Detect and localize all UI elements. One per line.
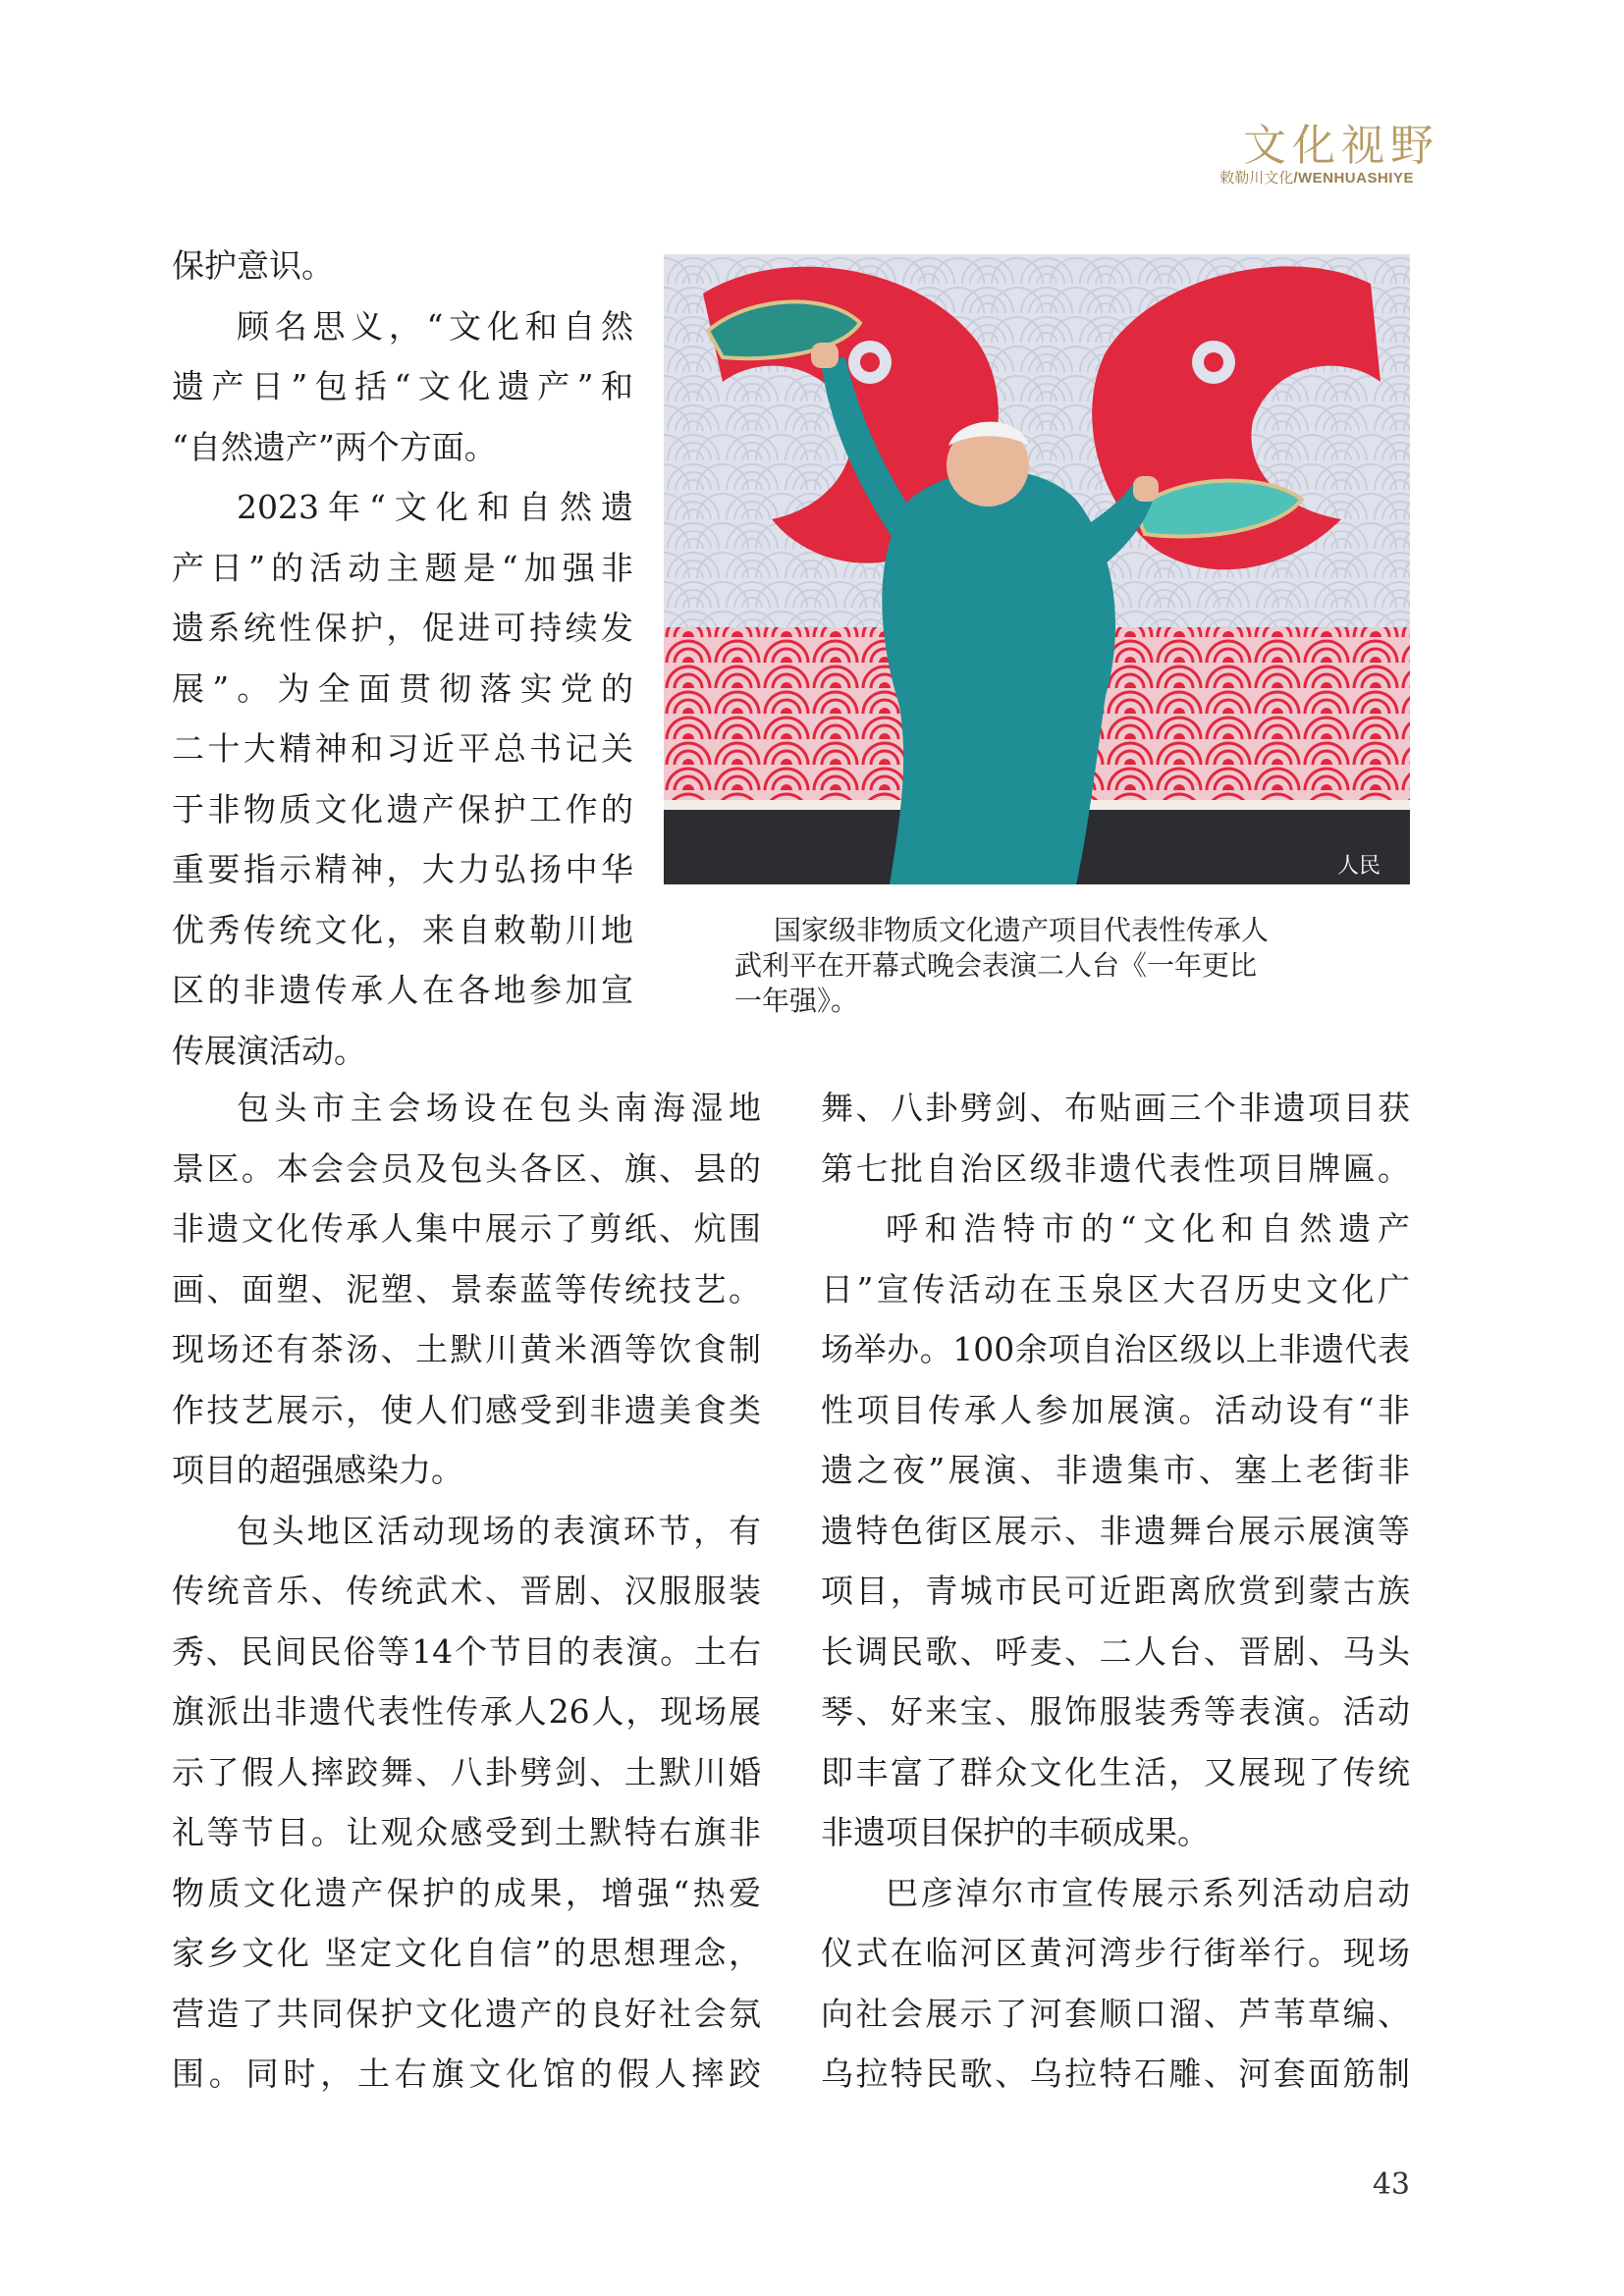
text-line: 日”宣传活动在玉泉区大召历史文化广 (821, 1269, 1410, 1308)
page-number: 43 (1372, 2167, 1410, 2202)
text-line: 保护意识。 (172, 246, 334, 285)
text-line: 现场还有茶汤、土默川黄米酒等饮食制 (172, 1330, 761, 1368)
subtitle-cn: 敕勒川文化 (1219, 169, 1294, 187)
text-line: 遗产日”包括“文化遗产”和 (172, 367, 633, 405)
caption-line: 国家级非物质文化遗产项目代表性传承人 (774, 914, 1270, 946)
text-line: 仪式在临河区黄河湾步行街举行。现场 (821, 1934, 1410, 1972)
text-line: 传展演活动。 (172, 1031, 366, 1070)
section-subtitle (1219, 167, 1414, 187)
text-line: 画、面塑、泥塑、景泰蓝等传统技艺。 (172, 1269, 761, 1308)
text-line: 营造了共同保护文化遗产的良好社会氛 (172, 1994, 761, 2033)
text-line: 遗之夜”展演、非遗集市、塞上老街非 (821, 1451, 1410, 1489)
text-line: 重要指示精神，大力弘扬中华 (172, 850, 633, 888)
text-line: 项目的超强感染力。 (172, 1451, 463, 1489)
text-line: 示了假人摔跤舞、八卦劈剑、土默川婚 (172, 1752, 761, 1791)
performance-photo (664, 254, 1410, 884)
text-line: 物质文化遗产保护的成果，增强“热爱 (172, 1873, 761, 1912)
text-line: 秀、民间民俗等14个节目的表演。土右 (172, 1631, 761, 1671)
text-line: 2023年“文化和自然遗 (237, 488, 633, 526)
text-line: 遗系统性保护，促进可持续发 (172, 609, 633, 647)
text-line: 于非物质文化遗产保护工作的 (172, 789, 633, 828)
photo-watermark: 人民 (1336, 854, 1380, 879)
text-line: 包头地区活动现场的表演环节，有 (237, 1511, 761, 1550)
text-line: 琴、好来宝、服饰服装秀等表演。活动 (821, 1692, 1410, 1731)
text-line: 遗特色街区展示、非遗舞台展示展演等 (821, 1511, 1410, 1550)
text-line: 礼等节目。让观众感受到土默特右旗非 (172, 1813, 761, 1851)
text-line: 优秀传统文化，来自敕勒川地 (172, 910, 633, 949)
text-line: 第七批自治区级非遗代表性项目牌匾。 (821, 1148, 1410, 1188)
text-line: 传统音乐、传统武术、晋剧、汉服服装 (172, 1572, 761, 1610)
text-line: 包头市主会场设在包头南海湿地 (237, 1089, 761, 1127)
text-line: 家乡文化 坚定文化自信”的思想理念， (172, 1934, 761, 1972)
text-line: 向社会展示了河套顺口溜、芦苇草编、 (821, 1994, 1410, 2033)
intro-column (172, 236, 633, 1081)
section-title: 文化视野 (1243, 121, 1439, 171)
caption-line: 一年强》。 (734, 985, 859, 1017)
text-line: 即丰富了群众文化生活，又展现了传统 (821, 1752, 1410, 1791)
right-column (821, 1078, 1410, 2105)
text-line: 舞、八卦劈剑、布贴画三个非遗项目获 (821, 1089, 1410, 1127)
text-line: 旗派出非遗代表性传承人26人，现场展 (172, 1692, 761, 1731)
subtitle-en: /WENHUASHIYE (1293, 170, 1414, 187)
text-line: 项目，青城市民可近距离欣赏到蒙古族 (821, 1572, 1410, 1610)
text-line: 景区。本会会员及包头各区、旗、县的 (172, 1148, 761, 1188)
text-line: 展”。为全面贯彻落实党的 (172, 668, 633, 708)
caption-line: 武利平在开幕式晚会表演二人台《一年更比 (734, 949, 1258, 982)
text-line: 场举办。100余项自治区级以上非遗代表 (821, 1330, 1410, 1368)
text-line: 呼和浩特市的“文化和自然遗产 (886, 1209, 1410, 1248)
text-line: 巴彦淖尔市宣传展示系列活动启动 (886, 1873, 1410, 1912)
text-line: 长调民歌、呼麦、二人台、晋剧、马头 (821, 1631, 1410, 1671)
text-line: 作技艺展示，使人们感受到非遗美食类 (172, 1390, 761, 1429)
text-line: “自然遗产”两个方面。 (172, 427, 497, 466)
text-line: 围。同时，土右旗文化馆的假人摔跤 (172, 2055, 761, 2093)
text-line: 性项目传承人参加展演。活动设有“非 (821, 1390, 1410, 1429)
text-line: 区的非遗传承人在各地参加宣 (172, 971, 633, 1009)
text-line: 顾名思义，“文化和自然 (237, 306, 633, 346)
left-column (172, 1078, 761, 2105)
text-line: 非遗项目保护的丰硕成果。 (821, 1813, 1210, 1851)
text-line: 乌拉特民歌、乌拉特石雕、河套面筋制 (821, 2055, 1410, 2093)
text-line: 二十大精神和习近平总书记关 (172, 729, 633, 768)
text-line: 非遗文化传承人集中展示了剪纸、炕围 (172, 1209, 761, 1248)
photo-caption (734, 913, 1343, 1019)
performer-illustration (664, 254, 1410, 884)
text-line: 产日”的活动主题是“加强非 (172, 548, 633, 587)
